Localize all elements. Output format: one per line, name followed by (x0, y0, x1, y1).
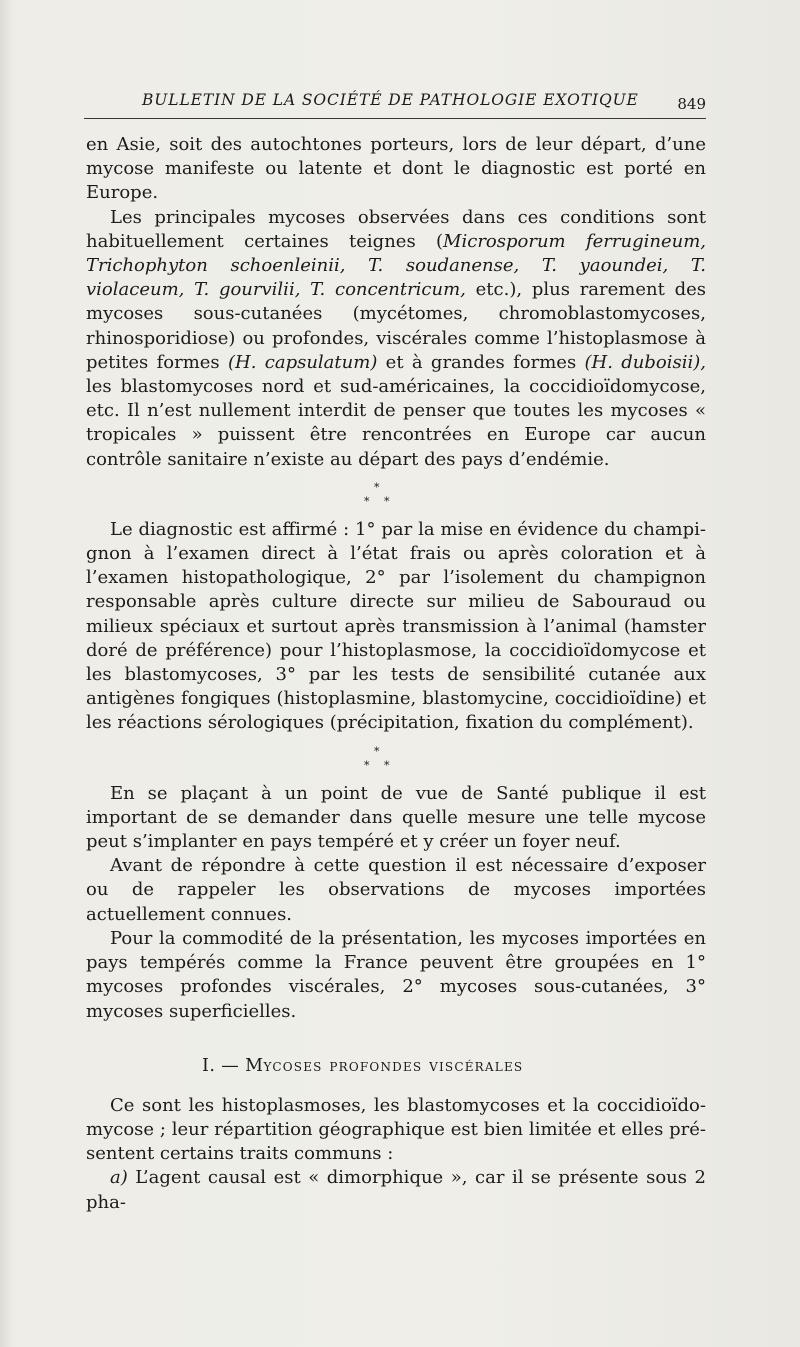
page-number: 849 (677, 95, 706, 113)
section-separator-1 (86, 472, 706, 514)
paragraph-2-part-c: et à grandes formes (377, 351, 585, 373)
asterisk: * (384, 494, 390, 508)
paragraph-3: Le diagnostic est affirmé : 1° par la mise en évidence du champignon à l’examen direct à l’état frais ou après coloration et à l’examen histopathologique, 2° par l’isolement du champignon responsable après culture directe sur milieu de Sabouraud ou milieux spéciaux et surtout après transmission à l’animal (hamster doré de préférence) pour l’histoplasmose, la coccidioïdomycose et les blastomycoses, 3° par les tests de sensibilité cutanée aux antigènes fongiques (histoplasmine, blastomycine, coccidioïdine) et les réactions sérologiques (précipitation, fixation du complément). (86, 518, 706, 734)
article-body (86, 133, 706, 1215)
paragraph-6: Pour la commodité de la présentation, les mycoses importées en pays tempérés comme la France peuvent être groupées en 1° mycoses profondes viscérales, 2° mycoses sous-cutanées, 3° mycoses superficielles. (86, 927, 706, 1022)
paragraph-1: en Asie, soit des autochtones porteurs, lors de leur départ, d’une mycose manifeste ou latente et dont le diagnostic est porté en Europe. (86, 134, 706, 204)
section-separator-2 (86, 736, 706, 778)
paragraph-7: Ce sont les histoplasmoses, les blastomycoses et la coccidioïdomycose ; leur répartition géographique est bien limitée et elles présentent certains traits communs : (86, 1094, 706, 1165)
running-title: BULLETIN DE LA SOCIÉTÉ DE PATHOLOGIE EXOTIQUE (142, 91, 639, 109)
species-list: Microsporum ferrugineum, Trichophyton schoenleinii, T. soudanense, T. yaoundei, T. violaceum, T. gourvilii, T. concentricum, (86, 230, 706, 301)
species-duboisii: (H. duboisii), (584, 351, 707, 373)
page-header (84, 88, 706, 119)
asterisk: * (374, 744, 380, 758)
asterisk: * (384, 758, 390, 772)
asterisk: * (364, 494, 370, 508)
paragraph-2-part-a: Les principales mycoses observées dans ces conditions sont habituellement certaines teignes ( (86, 206, 706, 252)
paragraph-2-part-d: les blastomycoses nord et sud-américaines, la coccidioïdomycose, etc. Il n’est nullement interdit de penser que toutes les mycoses « tropicales » puissent être rencontrées en Europe car aucun contrôle sanitaire n’existe au départ des pays d’endémie. (86, 376, 706, 470)
section-heading (202, 1054, 706, 1078)
species-capsulatum: (H. capsulatum) (228, 351, 378, 373)
section-title-initial: M (245, 1055, 264, 1076)
paragraph-4: En se plaçant à un point de vue de Santé publique il est important de se demander dans quelle mesure une telle mycose peut s’implanter en pays tempéré et y créer un foyer neuf. (86, 782, 706, 853)
paragraph-2-part-b: etc.), plus rarement des mycoses sous-cutanées (mycétomes, chromoblastomycoses, rhinosporidiose) ou profondes, viscérales comme l’histoplasmose à petites formes (86, 279, 706, 373)
paragraph-5: Avant de répondre à cette question il est nécessaire d’exposer ou de rappeler les observations de mycoses importées actuellement connues. (86, 855, 706, 925)
section-number: I. — (202, 1055, 246, 1076)
section-title: ycoses profondes viscérales (263, 1055, 524, 1076)
paragraph-8-text: L’agent causal est « dimorphique », car il se présente sous 2 pha- (86, 1167, 706, 1213)
asterisk: * (364, 758, 370, 772)
paragraph-2 (86, 206, 706, 472)
list-label: a) (110, 1167, 128, 1189)
asterisk: * (374, 480, 380, 494)
paragraph-8 (86, 1166, 706, 1214)
